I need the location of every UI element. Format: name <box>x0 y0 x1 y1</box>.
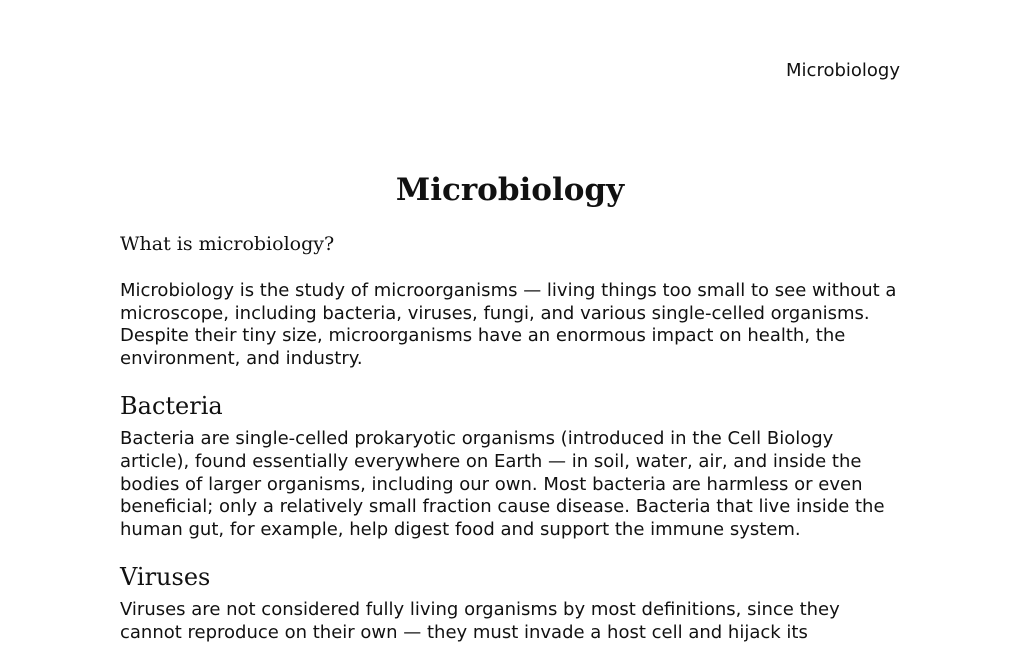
section-heading-viruses: Viruses <box>120 563 211 592</box>
section-bacteria <box>120 391 900 541</box>
running-header-title: Microbiology <box>786 60 900 81</box>
section-paragraph-viruses: Viruses are not considered fully living organisms by most definitions, since they cannot reproduce on their own — they must invade a host cell and hijack its <box>120 599 840 643</box>
page-title: Microbiology <box>395 172 625 208</box>
intro-question: What is microbiology? <box>120 233 335 255</box>
section-viruses <box>120 562 900 644</box>
article <box>120 170 900 645</box>
section-paragraph-bacteria: Bacteria are single-celled prokaryotic organisms (introduced in the Cell Biology article), found essentially everywhere on Earth — in soil, water, air, and inside the bodies of larger organisms, including our own. Most bacteria are harmless or even beneficial; only a relatively small fraction cause disease. Bacteria that live inside the human gut, for example, help digest food and support the immune system. <box>120 428 885 540</box>
intro-paragraph: Microbiology is the study of microorganisms — living things too small to see without a microscope, including bacteria, viruses, fungi, and various single-celled organisms. Despite their tiny size, microorganisms have an enormous impact on health, the environment, and industry. <box>120 280 897 369</box>
section-heading-bacteria: Bacteria <box>120 392 223 421</box>
